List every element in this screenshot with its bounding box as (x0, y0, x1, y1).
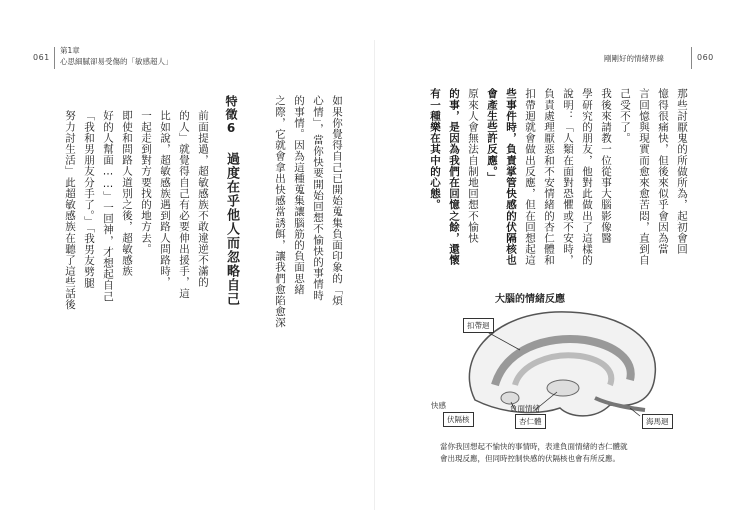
text-column: 那些討厭鬼的所做所為，起初會回 (676, 88, 688, 255)
text-column: 些事件時，負責掌管快感的伏隔核也 (505, 88, 517, 266)
text-column: 己受不了。 (619, 88, 631, 144)
text-column: 原來人會無法自制地回想不愉快 (467, 88, 479, 244)
text-column: 比如說，超敏感族遇到路人問路時， (159, 110, 171, 288)
label-negative: 負面情緒 (510, 404, 540, 413)
header-divider-right (691, 47, 692, 69)
text-column: 即使和問路人道別之後，超敏感族 (121, 110, 133, 277)
text-column: 如果你覺得自己已開始蒐集負面印象的「煩 (331, 95, 343, 306)
text-column: 的事情。因為這種蒐集讓腦筋的負面思緒 (293, 95, 305, 295)
text-column: 心情」，當你快要開始回想不愉快的事情時 (312, 95, 324, 301)
text-column: 努力討生活」此超敏感族在聽了這些話後 (64, 110, 76, 310)
brain-diagram (431, 290, 680, 440)
label-cingulate: 扣帶迴 (463, 318, 494, 333)
label-pleasure: 快感 (431, 401, 446, 410)
text-column: 的人」就覺得自己有必要伸出援手，這 (178, 110, 190, 299)
header-divider-left (54, 47, 55, 69)
left-page-number: 061 (33, 53, 50, 62)
diagram-caption (440, 441, 680, 465)
section-heading-text: 過度在乎他人而忽略自己 (224, 152, 239, 306)
text-column: 說明：「人類在面對恐懼或不安時， (562, 88, 574, 266)
gutter-divider (374, 40, 375, 510)
text-column: 有一種樂在其中的心態。 (429, 88, 441, 211)
chapter-label: 第1章 (60, 46, 80, 55)
diagram-title: 大腦的情緒反應 (495, 294, 565, 305)
label-nucleus: 伏隔核 (443, 412, 474, 427)
right-page-number: 060 (697, 53, 714, 62)
text-column: 「我和男朋友分手了。」「我男友劈腿 (83, 110, 95, 289)
text-column: 之際，它就會拿出快感當誘餌，讓我們愈陷愈深 (274, 95, 286, 329)
caption-line-1: 當你我回想起不愉快的事情時，表達負面情緒的杏仁體就 (440, 442, 628, 451)
section-heading (222, 95, 241, 306)
text-column: 負責處理厭惡和不安情緒的杏仁體和 (543, 88, 555, 266)
text-column: 好的人幫面……」一回神，才想起自己 (102, 110, 114, 302)
text-column: 的事，是因為我們在回憶之餘，還懷 (448, 88, 460, 266)
text-column: 憶得很痛快，但後來似乎會因為當 (657, 88, 669, 255)
text-column: 我後來請教一位從事大腦影像醫 (600, 88, 612, 244)
chapter-header (60, 45, 173, 67)
amygdala-shape (547, 380, 579, 396)
text-column: 言回憶與現實而愈來愈苦悶，直到自 (638, 88, 650, 266)
caption-line-2: 會出現反應，但同時控制快感的伏隔核也會有所反應。 (440, 454, 620, 463)
label-amygdala: 杏仁體 (515, 414, 546, 429)
chapter-title: 心思細膩卻易受傷的「敏感超人」 (60, 57, 173, 66)
text-column: 扣帶迴就會做出反應，但在回想起這 (524, 88, 536, 266)
text-column: 學研究的朋友，他對此做出了這樣的 (581, 88, 593, 266)
section-tag: 特徵6 (224, 95, 238, 136)
right-page-title: 剛剛好的情緒界線 (604, 54, 664, 63)
text-column: 前面提過，超敏感族不敢違逆不滿的 (197, 110, 209, 288)
text-column: 會產生些許反應。」 (486, 88, 498, 183)
label-hippocampus: 海馬迴 (642, 414, 673, 429)
text-column: 一起走到對方要找的地方去。 (140, 110, 152, 255)
